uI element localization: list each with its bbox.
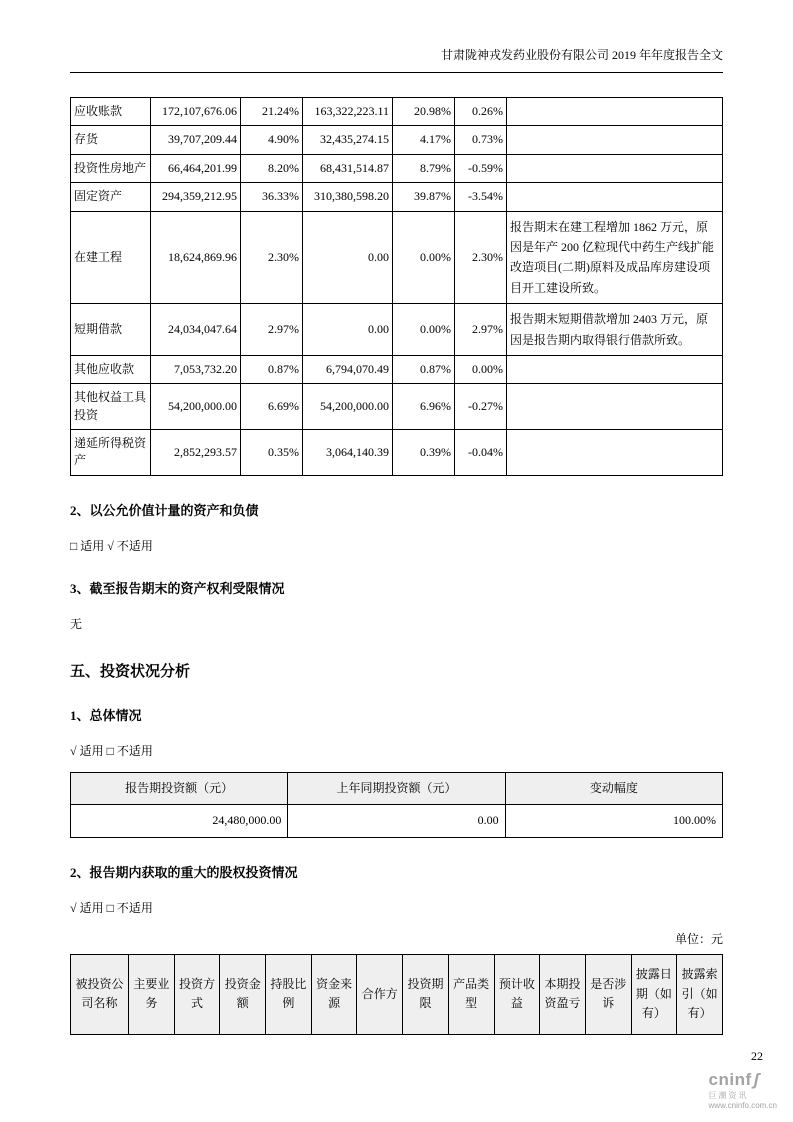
change-cell: -0.04% [455, 430, 507, 476]
amount-cell: 310,380,598.20 [303, 183, 393, 211]
note-cell [507, 183, 723, 211]
amount-cell: 0.00 [303, 304, 393, 356]
column-header: 产品类型 [448, 954, 494, 1034]
column-header: 上年同期投资额（元） [288, 772, 505, 804]
asset-name-cell: 短期借款 [71, 304, 151, 356]
asset-name-cell: 其他应收款 [71, 355, 151, 383]
column-header: 本期投资盈亏 [540, 954, 586, 1034]
note-cell [507, 430, 723, 476]
amount-cell: 294,359,212.95 [151, 183, 241, 211]
ratio-cell: 0.39% [393, 430, 455, 476]
value-cell: 100.00% [505, 805, 722, 837]
ratio-cell: 36.33% [241, 183, 303, 211]
amount-cell: 3,064,140.39 [303, 430, 393, 476]
column-header: 投资期限 [403, 954, 449, 1034]
column-header: 披露日期（如有） [631, 954, 677, 1034]
asset-name-cell: 存货 [71, 126, 151, 154]
amount-cell: 7,053,732.20 [151, 355, 241, 383]
ratio-cell: 0.00% [393, 211, 455, 304]
column-header: 资金来源 [311, 954, 357, 1034]
asset-name-cell: 投资性房地产 [71, 154, 151, 182]
ratio-cell: 0.87% [393, 355, 455, 383]
section-heading-fair-value: 2、以公允价值计量的资产和负债 [70, 502, 259, 518]
cninfo-logo-text: cninf [708, 1070, 752, 1090]
cninfo-logo-mark-icon: ʃ [753, 1070, 760, 1090]
cninfo-logo [709, 1070, 777, 1110]
note-cell [507, 384, 723, 430]
overall-investment-table [70, 772, 723, 838]
amount-cell: 2,852,293.57 [151, 430, 241, 476]
column-header: 被投资公司名称 [71, 954, 129, 1034]
table-row [71, 430, 723, 476]
table-header-row [71, 954, 723, 1034]
column-header: 是否涉诉 [585, 954, 631, 1034]
amount-cell: 0.00 [303, 211, 393, 304]
page-number: 22 [751, 1049, 763, 1063]
ratio-cell: 4.90% [241, 126, 303, 154]
section-heading-investment-analysis: 五、投资状况分析 [70, 663, 191, 680]
section-body-restricted-assets: 无 [70, 616, 83, 631]
table-row [71, 211, 723, 304]
ratio-cell: 2.97% [241, 304, 303, 356]
asset-name-cell: 其他权益工具投资 [71, 384, 151, 430]
table-row [71, 384, 723, 430]
report-title: 甘肃陇神戎发药业股份有限公司 2019 年年度报告全文 [440, 48, 723, 62]
column-header: 投资方式 [174, 954, 220, 1034]
table-row [71, 98, 723, 126]
column-header: 主要业务 [129, 954, 175, 1034]
note-cell: 报告期末在建工程增加 1862 万元，原因是年产 200 亿粒现代中药生产线扩能改造项目(二期)原料及成品库房建设项目开工建设所致。 [507, 211, 723, 304]
equity-investment-table [70, 954, 723, 1035]
note-cell [507, 154, 723, 182]
ratio-cell: 8.79% [393, 154, 455, 182]
amount-cell: 39,707,209.44 [151, 126, 241, 154]
asset-change-table [70, 97, 723, 476]
change-cell: 0.26% [455, 98, 507, 126]
ratio-cell: 20.98% [393, 98, 455, 126]
asset-name-cell: 固定资产 [71, 183, 151, 211]
note-cell: 报告期末短期借款增加 2403 万元，原因是报告期内取得银行借款所致。 [507, 304, 723, 356]
ratio-cell: 0.00% [393, 304, 455, 356]
change-cell: 0.73% [455, 126, 507, 154]
section-heading-equity-investment: 2、报告期内获取的重大的股权投资情况 [70, 864, 298, 880]
ratio-cell: 6.69% [241, 384, 303, 430]
asset-name-cell: 递延所得税资产 [71, 430, 151, 476]
applicability-line: □ 适用 √ 不适用 [70, 538, 153, 553]
column-header: 披露索引（如有） [677, 954, 723, 1034]
amount-cell: 18,624,869.96 [151, 211, 241, 304]
table-row [71, 304, 723, 356]
column-header: 合作方 [357, 954, 403, 1034]
applicability-line: √ 适用 □ 不适用 [70, 743, 153, 758]
note-cell [507, 355, 723, 383]
amount-cell: 24,034,047.64 [151, 304, 241, 356]
change-cell: 2.97% [455, 304, 507, 356]
table-header-row [71, 772, 723, 804]
column-header: 报告期投资额（元） [71, 772, 288, 804]
ratio-cell: 8.20% [241, 154, 303, 182]
section-heading-restricted-assets: 3、截至报告期末的资产权利受限情况 [70, 580, 285, 596]
note-cell [507, 98, 723, 126]
ratio-cell: 6.96% [393, 384, 455, 430]
ratio-cell: 39.87% [393, 183, 455, 211]
change-cell: 0.00% [455, 355, 507, 383]
cninfo-logo-name: 巨潮资讯 [708, 1090, 749, 1100]
section-heading-overall: 1、总体情况 [70, 707, 142, 723]
ratio-cell: 4.17% [393, 126, 455, 154]
amount-cell: 54,200,000.00 [151, 384, 241, 430]
table-row [71, 126, 723, 154]
column-header: 变动幅度 [505, 772, 722, 804]
change-cell: -3.54% [455, 183, 507, 211]
amount-cell: 32,435,274.15 [303, 126, 393, 154]
amount-cell: 66,464,201.99 [151, 154, 241, 182]
change-cell: -0.59% [455, 154, 507, 182]
column-header: 预计收益 [494, 954, 540, 1034]
page-header [70, 46, 723, 73]
column-header: 持股比例 [266, 954, 312, 1034]
amount-cell: 68,431,514.87 [303, 154, 393, 182]
amount-cell: 6,794,070.49 [303, 355, 393, 383]
ratio-cell: 0.35% [241, 430, 303, 476]
amount-cell: 54,200,000.00 [303, 384, 393, 430]
table-row [71, 805, 723, 837]
value-cell: 24,480,000.00 [71, 805, 288, 837]
applicability-line: √ 适用 □ 不适用 [70, 900, 153, 915]
ratio-cell: 0.87% [241, 355, 303, 383]
amount-cell: 163,322,223.11 [303, 98, 393, 126]
table-row [71, 183, 723, 211]
table-row [71, 355, 723, 383]
cninfo-logo-url: www.cninfo.com.cn [708, 1100, 777, 1110]
ratio-cell: 21.24% [241, 98, 303, 126]
asset-name-cell: 应收账款 [71, 98, 151, 126]
asset-name-cell: 在建工程 [71, 211, 151, 304]
change-cell: -0.27% [455, 384, 507, 430]
table-row [71, 154, 723, 182]
ratio-cell: 2.30% [241, 211, 303, 304]
change-cell: 2.30% [455, 211, 507, 304]
unit-label: 单位：元 [674, 931, 723, 946]
column-header: 投资金额 [220, 954, 266, 1034]
note-cell [507, 126, 723, 154]
value-cell: 0.00 [288, 805, 505, 837]
amount-cell: 172,107,676.06 [151, 98, 241, 126]
